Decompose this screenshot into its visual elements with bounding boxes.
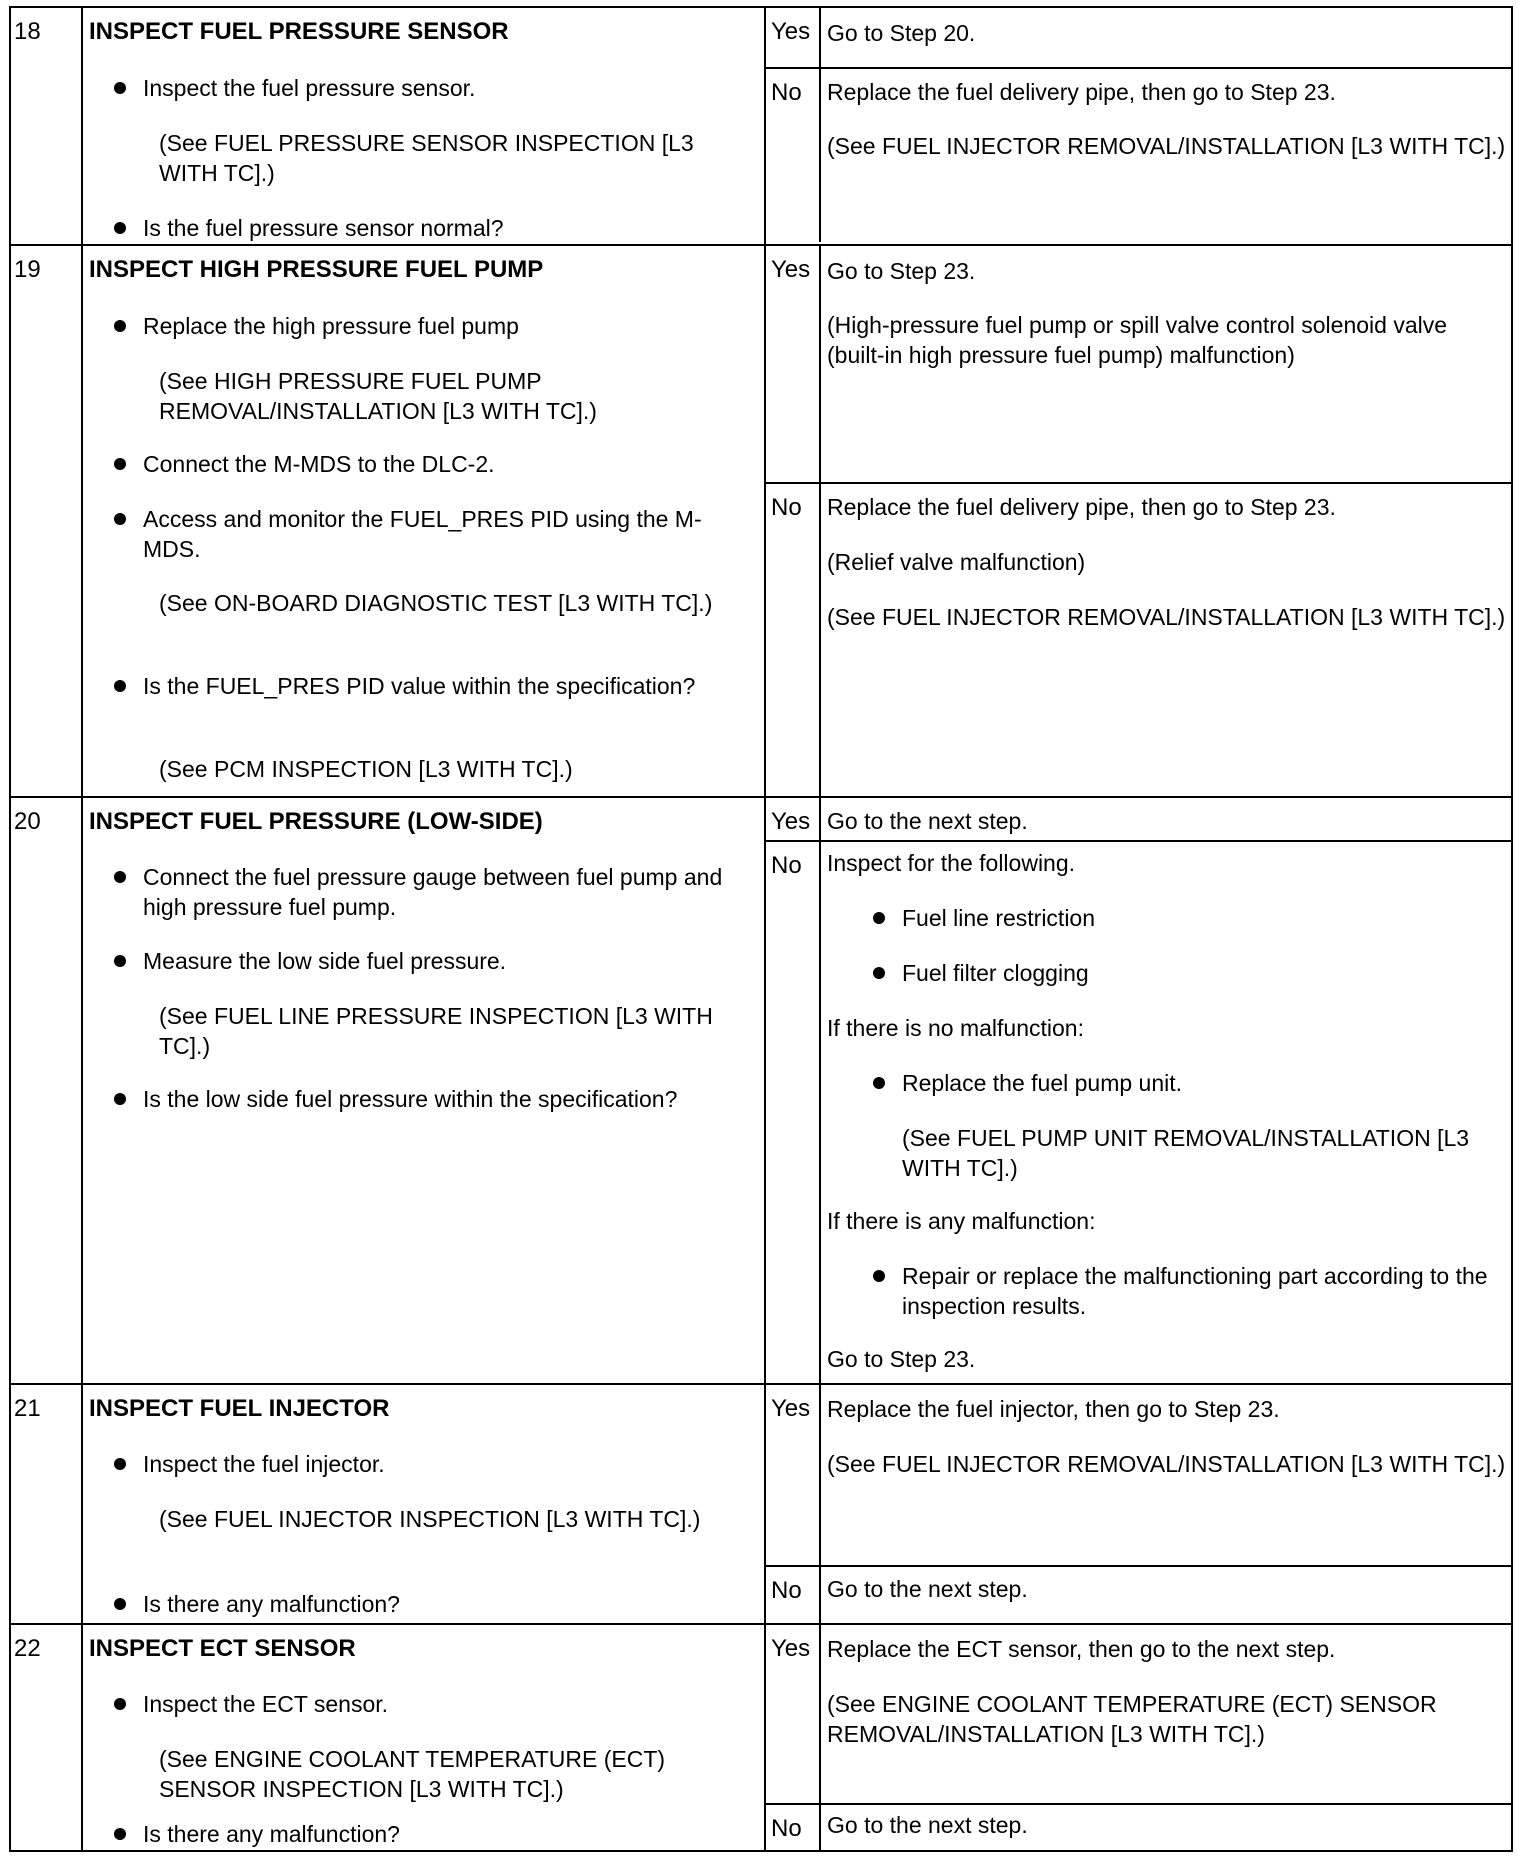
bullet-icon [873,967,885,979]
step-title: INSPECT FUEL PRESSURE (LOW-SIDE) [89,808,543,835]
action-bullet: Connect the M-MDS to the DLC-2. [143,449,723,479]
action-bullet: Measure the low side fuel pressure. [143,946,723,976]
bullet-icon [114,1458,126,1470]
action-reference: (See FUEL PRESSURE SENSOR INSPECTION [L3 WITH TC].) [159,130,694,186]
bullet-icon [114,458,126,470]
action-reference: (See ENGINE COOLANT TEMPERATURE (ECT) SENSOR INSPECTION [L3 WITH TC].) [159,1746,666,1802]
action-bullet: Is the low side fuel pressure within the specification? [143,1084,723,1114]
result-text: Go to the next step. [827,1812,1028,1838]
no-result [766,1565,1511,1623]
step-action-cell [83,8,766,244]
result-text: Go to Step 23. [827,1346,976,1372]
bullet-icon [114,1698,126,1710]
step-number: 22 [14,1635,41,1662]
yes-result [766,246,1511,482]
result-bullet: Fuel filter clogging [902,958,1502,988]
action-reference: (See ON-BOARD DIAGNOSTIC TEST [L3 WITH TC].) [159,590,713,616]
result-text: Go to the next step. [827,1576,1028,1602]
result-text: Go to Step 20. [827,20,976,46]
step-action-cell [83,246,766,796]
step-number-cell [11,1625,83,1850]
step-action-cell [83,1385,766,1623]
yes-label: Yes [771,808,811,835]
bullet-icon [114,680,126,692]
bullet-icon [873,1270,885,1282]
no-result [766,482,1511,796]
step-row [11,796,1511,1383]
step-action-cell [83,798,766,1383]
no-result [766,840,1511,1383]
action-bullet: Is the fuel pressure sensor normal? [143,213,723,243]
result-text: Replace the ECT sensor, then go to the next step. [827,1636,1336,1662]
result-text: Replace the fuel injector, then go to Step 23. [827,1396,1280,1422]
step-row [11,8,1511,244]
yes-label: Yes [771,18,811,45]
action-bullet: Inspect the fuel pressure sensor. [143,73,723,103]
yes-label: Yes [771,1395,811,1422]
result-reference: (See ENGINE COOLANT TEMPERATURE (ECT) SENSOR REMOVAL/INSTALLATION [L3 WITH TC].) [827,1691,1437,1747]
step-number-cell [11,246,83,796]
bullet-icon [114,1828,126,1840]
yes-label: Yes [771,256,811,283]
result-text: Replace the fuel delivery pipe, then go to Step 23. [827,494,1336,520]
bullet-icon [114,955,126,967]
action-reference: (See PCM INSPECTION [L3 WITH TC].) [159,756,573,782]
result-condition: If there is any malfunction: [827,1208,1096,1234]
no-label: No [771,852,802,879]
action-bullet: Is the FUEL_PRES PID value within the specification? [143,671,723,701]
result-reference: (See FUEL PUMP UNIT REMOVAL/INSTALLATION [L3 WITH TC].) [902,1125,1470,1181]
step-number: 20 [14,808,41,835]
yes-result [766,798,1511,840]
step-number-cell [11,8,83,244]
result-text: Replace the fuel delivery pipe, then go to Step 23. [827,79,1336,105]
step-title: INSPECT HIGH PRESSURE FUEL PUMP [89,256,544,283]
action-reference: (See FUEL LINE PRESSURE INSPECTION [L3 WITH TC].) [159,1003,713,1059]
yes-result [766,8,1511,67]
bullet-icon [114,82,126,94]
step-number: 19 [14,256,41,283]
bullet-icon [114,513,126,525]
step-number: 21 [14,1395,41,1422]
no-label: No [771,494,802,521]
result-note: (Relief valve malfunction) [827,549,1086,575]
bullet-icon [114,320,126,332]
step-title: INSPECT ECT SENSOR [89,1635,356,1662]
result-condition: If there is no malfunction: [827,1015,1084,1041]
result-text: Go to Step 23. [827,258,976,284]
no-result [766,67,1511,242]
action-bullet: Is there any malfunction? [143,1819,723,1849]
result-bullet: Replace the fuel pump unit. [902,1068,1502,1098]
step-title: INSPECT FUEL PRESSURE SENSOR [89,18,509,45]
action-bullet: Inspect the ECT sensor. [143,1689,723,1719]
action-reference: (See HIGH PRESSURE FUEL PUMP REMOVAL/INSTALLATION [L3 WITH TC].) [159,368,597,424]
step-row [11,244,1511,796]
result-reference: (See FUEL INJECTOR REMOVAL/INSTALLATION [L3 WITH TC].) [827,1451,1506,1477]
step-action-cell [83,1625,766,1850]
result-reference: (See FUEL INJECTOR REMOVAL/INSTALLATION [L3 WITH TC].) [827,604,1506,630]
action-bullet: Is there any malfunction? [143,1589,723,1619]
step-number-cell [11,1385,83,1623]
result-text: Go to the next step. [827,808,1028,834]
no-label: No [771,1815,802,1842]
yes-result [766,1385,1511,1565]
action-bullet: Access and monitor the FUEL_PRES PID using the M-MDS. [143,504,723,564]
bullet-icon [873,912,885,924]
bullet-icon [873,1077,885,1089]
step-row [11,1383,1511,1623]
no-result [766,1803,1511,1850]
bullet-icon [114,1093,126,1105]
bullet-icon [114,1598,126,1610]
result-note: (High-pressure fuel pump or spill valve control solenoid valve (built-in high pressure fuel pump) malfunction) [827,312,1448,368]
result-bullet: Fuel line restriction [902,903,1502,933]
result-reference: (See FUEL INJECTOR REMOVAL/INSTALLATION [L3 WITH TC].) [827,133,1506,159]
no-label: No [771,79,802,106]
step-title: INSPECT FUEL INJECTOR [89,1395,390,1422]
step-row [11,1623,1511,1850]
action-bullet: Inspect the fuel injector. [143,1449,723,1479]
no-label: No [771,1577,802,1604]
result-bullet: Repair or replace the malfunctioning part according to the inspection results. [902,1261,1502,1321]
bullet-icon [114,871,126,883]
step-number: 18 [14,18,41,45]
step-number-cell [11,798,83,1383]
action-bullet: Connect the fuel pressure gauge between fuel pump and high pressure fuel pump. [143,862,723,922]
bullet-icon [114,222,126,234]
troubleshooting-table [9,6,1513,1852]
result-text: Inspect for the following. [827,850,1076,876]
action-bullet: Replace the high pressure fuel pump [143,311,723,341]
action-reference: (See FUEL INJECTOR INSPECTION [L3 WITH TC].) [159,1506,701,1532]
yes-result [766,1625,1511,1803]
yes-label: Yes [771,1635,811,1662]
